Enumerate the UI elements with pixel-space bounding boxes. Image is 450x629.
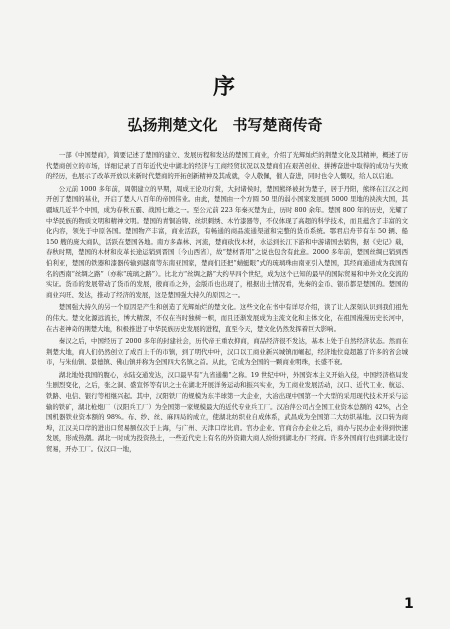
preface-subtitle: 弘扬荆楚文化 书写楚商传奇 bbox=[127, 116, 323, 134]
body-paragraph: 一部《中国楚商》，简要记述了楚国的建立、发展历程和发达的楚国工商业，介绍了光辉灿烂的荆楚文化及其精神，概述了历代楚商创立的市场，详细记录了百年近代史中湖北的经济与工商经贸状况以及楚商们在艰苦创业、拼搏奋进中取得的成功与失败的经历，也展示了改革开放以来新时代楚商的开拓创新精神及其成就，令人敬佩，催人奋进，同时也令人慨叹，给人以启迪。 bbox=[46, 151, 408, 181]
preface-heading: 序 bbox=[212, 75, 237, 100]
preface-body bbox=[46, 150, 408, 457]
body-paragraph: 湖北地处我国的腹心，水陆交通发达，汉口最早有“九省通衢”之称。19 世纪中叶，外国资本主义开始入侵，中国经济格局发生剧烈变化，之后，张之洞、盛宣怀等有识之士在湖北开展洋务运动和振兴实业，为工商业发展活动，汉口、近代工业、航运、铁路、电信、银行等相继兴起。其中，汉阳铁厂的规模为东半球第一大企业，大冶出现中国第一个大型的采用现代技术开采与运输的铁矿，湖北枪炮厂（汉阳兵工厂）为全国第一家规模最大的近代专业兵工厂。汉冶萍公司占全国工业资本总额的 42%，占全国机器铁业资本额的 98%。布、纱、丝、麻四局的成立，使湖北纺织业自成体系，武昌成为全国第二大纺织基地。汉口转为商埠，江汉关口岸的进出口贸易额仅次于上海，与广州、天津口岸比肩。官办企业、官商合办企业之后，商办与民办企业得到快速发展，形成热潮。湖北一时成为投资热土，一些近代史上有名的外资籍大商人纷纷到湖北办厂经商。许多外国商行也到湖北设行贸易，开办工厂。仅汉口一地， bbox=[46, 370, 408, 454]
body-paragraph: 楚国强大持久的另一个原因是产生和创造了光辉灿烂的楚文化。这些文化在书中有详尽介绍，读了让人深刻认识到我们祖先的伟大。楚文化源远流长，博大精深，不仅在当时独树一帜，而且还渐发展成为主流文化和主体文化，在祖国漫漫历史长河中，在古老神奇的荆楚大地，积极推进了中华民族历史发展的进程，直至今天，楚文化仍然发挥着巨大影响。 bbox=[46, 303, 408, 333]
page-number: 1 bbox=[404, 596, 414, 612]
body-paragraph: 秦汉之后，中国经历了 2000 多年的封建社会，历代帝王重农抑商，商品经济很不发达，基本上处于自然经济状态。然而在荆楚大地，商人们仍然创立了成百上千的市镇，到了明代中叶，汉口以工商业新兴城镇而崛起，经济地位竟超越了许多的省会城市，与朱仙镇、景德镇、佛山镇并称为全国四大名镇之首。从此，它成为全国的一颗商业明珠，长盛不衰。 bbox=[46, 337, 408, 367]
body-paragraph: 公元前 1000 多年前，周朝建立的早期，周成王论功行赏，大封诸侯时，楚国熊绎被封为楚子，居于丹阳，熊绎在江汉之间开创了楚国的基业，开启了楚人八百年的帝国伟业。由此，楚国由一个方圆 50 里的弱小国家发展到 5000 里地的泱泱大国，其疆域几近半个中国，成为春秋五霸、战国七雄之一。至公元前 223 年秦灭楚为止，历时 800 余年。楚国 800 年的历史，光耀了中华民族的物质文明和精神文明。楚国的青铜冶铸、丝织刺绣、木竹漆器等，不仅体现了高超的科学技术，而且蕴含了丰富的文化内容，领先于中原各国。楚国物产丰富，商业活跃，有畅通的商品流通渠道和完整的货币系统。鄂君启舟节有车 50 辆、船 150 艘的庞大商队，活跃在楚国各地。南方多森林、河流，楚商砍伐木材，水运到长江下游和中游诸国去销售，据《史记》载，春秋时期，楚国的木材和皮革长途运销到晋国〔今山西省〕，故“楚材晋用”之说也包含有此意。2000 多年前，楚国丝绸已销到西伯利亚，楚国的铁器和漆器传输到越南等东南亚国家，楚商们还把“蜻蜓眼”式的琉璃珠由南亚引入楚国，其经商通道成为我国有名的西南“丝绸之路”（亦称“琉璃之路”）。比北方“丝绸之路”大约早四个世纪，成为这个已知的最早的国际贸易和中外文化交流的实证。货币的发展带动了货币的发展，殷商币之外，金版币也出现了，根据出土情况看，先秦的金币、银币都是楚国的。楚国的商业兴旺、发达，推动了经济的发展，这是楚国强大持久的原因之一。 bbox=[46, 184, 408, 299]
